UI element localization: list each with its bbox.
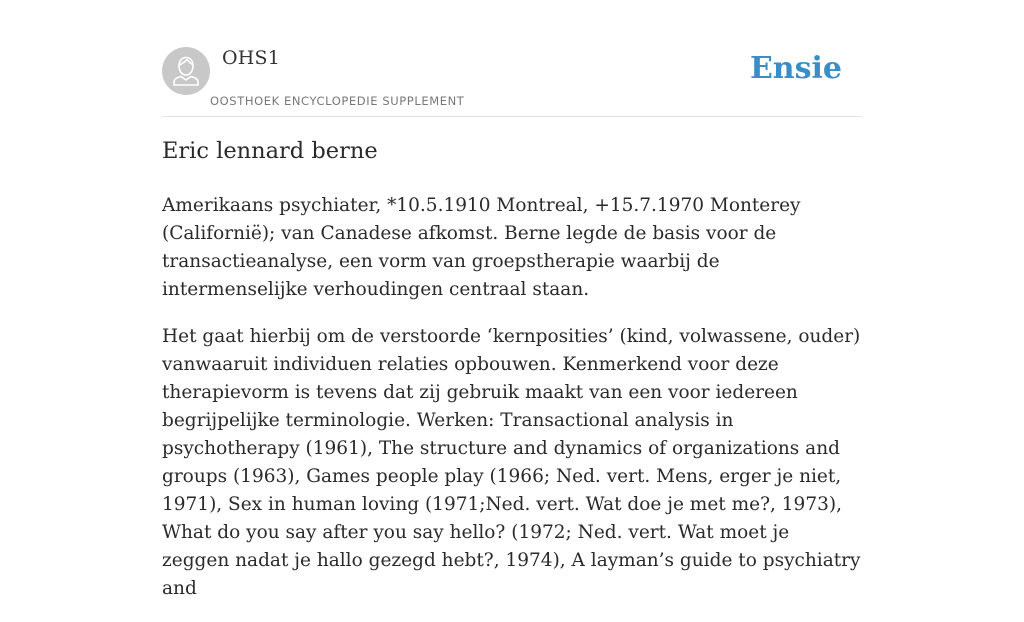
author-avatar[interactable] bbox=[162, 47, 210, 95]
article-paragraph: Het gaat hierbij om de verstoorde ‘kernposities’ (kind, volwassene, ouder) vanwaaruit individuen relaties opbouwen. Kenmerkend voor deze therapievorm is tevens dat zij gebruik maakt van een voor iedereen begrijpelijke terminologie. Werken: Transactional analysis in psychotherapy (1961), The structure and dynamics of organizations and groups (1963), Games people play (1966; Ned. vert. Mens, erger je niet, 1971), Sex in human loving (1971;Ned. vert. Wat doe je met me?, 1973), What do you say after you say hello? (1972; Ned. vert. Wat moet je zeggen nadat je hallo gezegd hebt?, 1974), A layman’s guide to psychiatry and bbox=[162, 326, 861, 599]
author-name[interactable]: OHS1 bbox=[222, 47, 281, 69]
source-label[interactable]: OOSTHOEK ENCYCLOPEDIE SUPPLEMENT bbox=[210, 94, 465, 108]
user-silhouette-icon bbox=[162, 47, 210, 95]
article-body bbox=[162, 192, 862, 622]
article-paragraph: Amerikaans psychiater, *10.5.1910 Montreal, +15.7.1970 Monterey (Californië); van Canadese afkomst. Berne legde de basis voor de transactieanalyse, een vorm van groepstherapie waarbij de intermenselijke verhoudingen centraal staan. bbox=[162, 195, 801, 300]
page-title: Eric lennard berne bbox=[162, 138, 378, 164]
ensie-logo[interactable]: Ensie bbox=[749, 51, 842, 86]
article-header bbox=[162, 44, 862, 117]
